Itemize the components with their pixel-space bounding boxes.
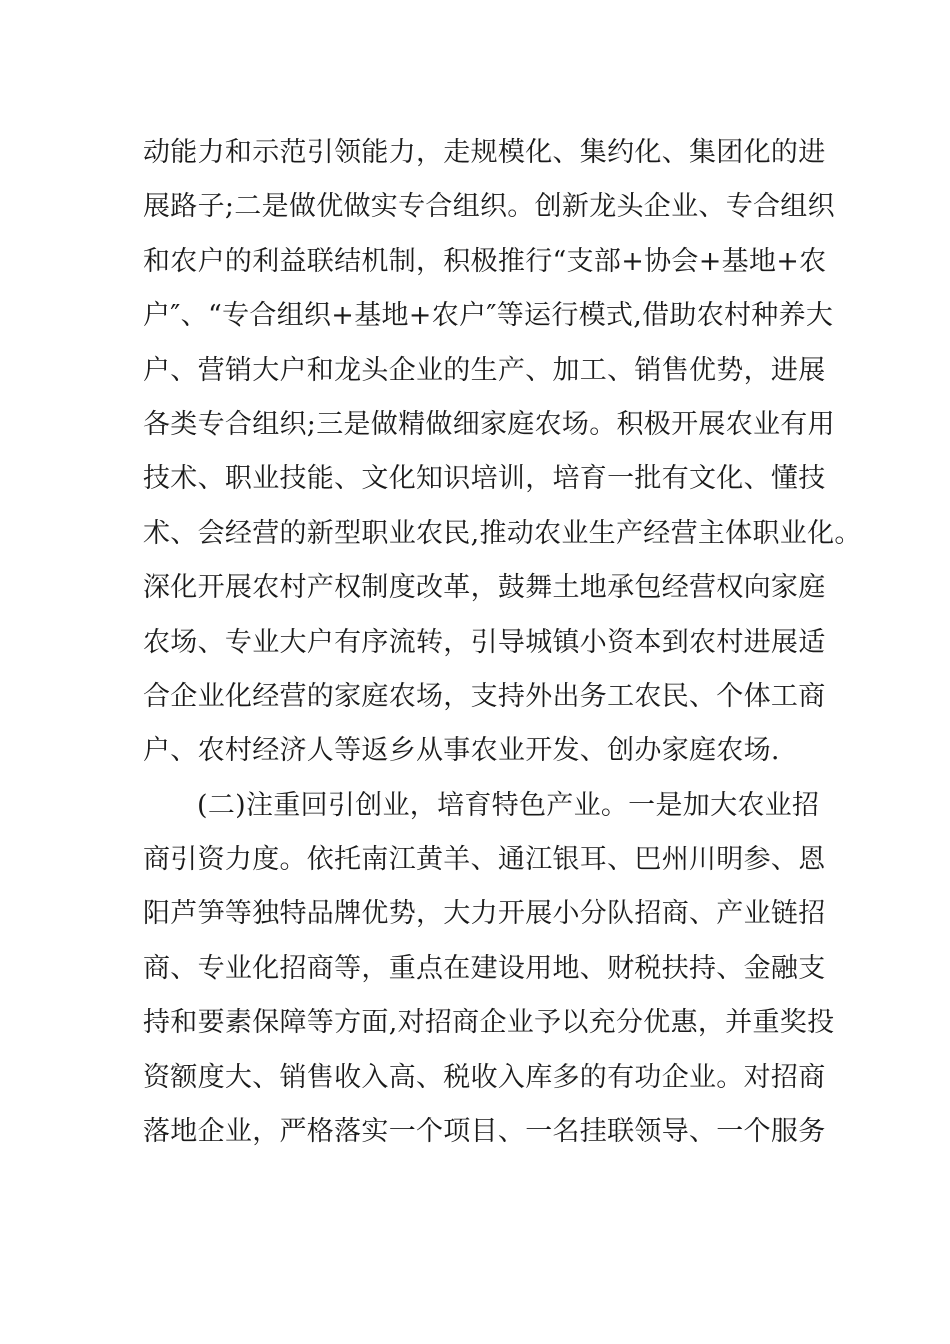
text-line: 各类专合组织;三是做精做细家庭农场。积极开展农业有用 [143, 408, 835, 440]
text-line: 户、营销大户和龙头企业的生产、加工、销售优势，进展 [143, 354, 826, 386]
text-line: 户、农村经济人等返乡从事农业开发、创办家庭农场. [143, 735, 780, 767]
text-line: 技术、职业技能、文化知识培训，培育一批有文化、懂技 [143, 463, 826, 495]
text-line: 动能力和示范引领能力，走规模化、集约化、集团化的进 [143, 137, 826, 168]
text-line: 阳芦笋等独特品牌优势，大力开展小分队招商、产业链招 [143, 898, 826, 930]
text-line: 合企业化经营的家庭农场，支持外出务工农民、个体工商 [143, 680, 826, 712]
text-line: 落地企业，严格落实一个项目、一名挂联领导、一个服务 [143, 1116, 826, 1148]
text-line: 和农户的利益联结机制，积极推行“支部+协会+基地+农 [143, 245, 827, 277]
text-line: 持和要素保障等方面,对招商企业予以充分优惠，并重奖投 [143, 1007, 835, 1039]
text-line: 商引资力度。依托南江黄羊、通江银耳、巴州川明参、恩 [143, 844, 826, 876]
text-line: 户″、“专合组织+基地+农户″等运行模式,借助农村种养大 [143, 300, 834, 332]
text-line: 展路子;二是做优做实专合组织。创新龙头企业、专合组织 [143, 191, 835, 223]
text-line: 商、专业化招商等，重点在建设用地、财税扶持、金融支 [143, 952, 826, 984]
text-line: 术、会经营的新型职业农民,推动农业生产经营主体职业化。 [143, 517, 862, 549]
body-text [143, 126, 862, 1159]
text-line: 资额度大、销售收入高、税收入库多的有功企业。对招商 [143, 1061, 826, 1093]
text-line: 深化开展农村产权制度改革，鼓舞土地承包经营权向家庭 [143, 572, 826, 604]
section-heading-line: (二)注重回引创业，培育特色产业。一是加大农业招 [197, 789, 820, 821]
text-line: 农场、专业大户有序流转，引导城镇小资本到农村进展适 [143, 626, 826, 658]
